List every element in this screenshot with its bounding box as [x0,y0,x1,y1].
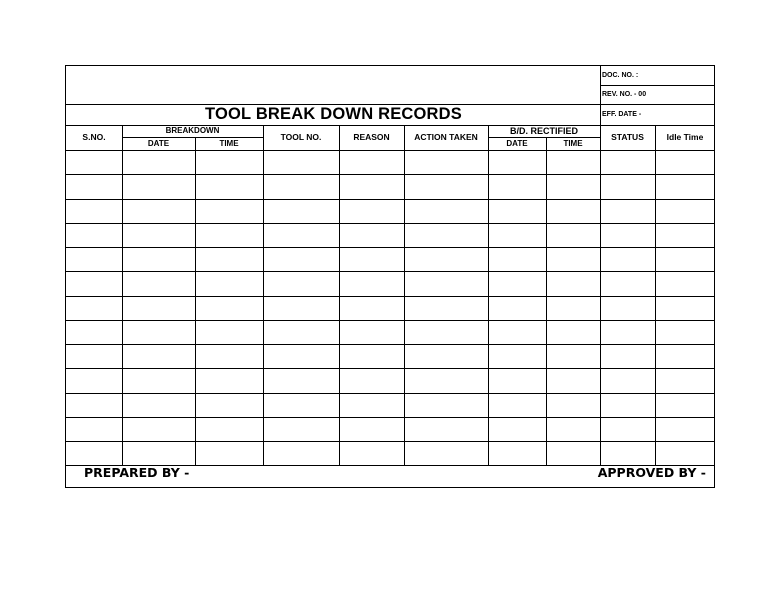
table-cell [195,199,263,223]
table-cell [404,417,488,441]
table-cell [339,296,404,320]
table-cell [546,393,600,417]
table-cell [600,417,655,441]
table-cell [66,199,122,223]
header-idle-time: Idle Time [666,132,704,143]
table-cell [66,441,122,465]
table-cell [488,199,546,223]
table-cell [546,271,600,295]
table-cell [600,271,655,295]
prepared-by-label: PREPARED BY - [84,464,190,480]
table-cell [66,223,122,247]
table-cell [655,368,715,392]
table-cell [195,417,263,441]
table-cell [263,150,339,174]
table-cell [263,174,339,198]
table-cell [546,344,600,368]
table-cell [488,223,546,247]
table-cell [546,199,600,223]
doc-no-label: DOC. NO. : [602,72,639,79]
table-cell [546,150,600,174]
table-cell [339,368,404,392]
table-cell [546,223,600,247]
table-cell [339,271,404,295]
table-cell [488,271,546,295]
table-cell [122,320,195,344]
header-breakdown: BREAKDOWN [165,126,220,135]
table-cell [488,296,546,320]
table-cell [263,441,339,465]
table-cell [195,368,263,392]
table-cell [655,417,715,441]
table-cell [263,223,339,247]
table-cell [66,150,122,174]
table-cell [66,320,122,344]
header-sno: S.NO. [82,132,106,143]
table-cell [655,441,715,465]
table-cell [546,417,600,441]
table-cell [339,320,404,344]
header-breakdown-date: DATE [147,138,170,148]
header-bd-rectified: B/D. RECTIFIED [509,125,578,136]
table-cell [404,296,488,320]
table-cell [122,393,195,417]
table-cell [600,441,655,465]
table-cell [655,393,715,417]
table-cell [488,441,546,465]
table-cell [655,174,715,198]
table-cell [655,271,715,295]
table-cell [546,441,600,465]
table-cell [122,271,195,295]
table-cell [339,393,404,417]
table-cell [339,344,404,368]
table-cell [339,199,404,223]
table-cell [404,174,488,198]
table-cell [66,393,122,417]
table-cell [488,393,546,417]
table-cell [655,320,715,344]
table-cell [488,344,546,368]
table-cell [600,199,655,223]
table-cell [546,174,600,198]
table-cell [195,441,263,465]
table-cell [404,199,488,223]
table-cell [122,368,195,392]
table-cell [546,247,600,271]
table-cell [66,174,122,198]
table-cell [600,174,655,198]
table-cell [122,174,195,198]
table-cell [655,150,715,174]
table-cell [600,344,655,368]
header-rectified-time: TIME [563,138,583,148]
table-cell [263,247,339,271]
table-cell [195,271,263,295]
table-cell [263,368,339,392]
table-cell [404,223,488,247]
table-cell [263,344,339,368]
table-cell [546,320,600,344]
table-cell [195,320,263,344]
table-cell [404,150,488,174]
table-cell [339,247,404,271]
table-cell [488,174,546,198]
table-cell [66,247,122,271]
table-cell [263,271,339,295]
table-cell [122,247,195,271]
table-cell [195,150,263,174]
eff-date-label: EFF. DATE - [602,111,642,118]
table-cell [195,174,263,198]
table-cell [600,223,655,247]
header-breakdown-time: TIME [219,138,239,148]
table-cell [339,417,404,441]
table-cell [66,296,122,320]
table-cell [600,368,655,392]
record-sheet [65,65,715,488]
table-cell [339,150,404,174]
table-cell [122,223,195,247]
table-cell [339,223,404,247]
table-cell [339,174,404,198]
table-cell [195,344,263,368]
table-cell [122,417,195,441]
table-cell [655,199,715,223]
table-cell [546,368,600,392]
table-cell [404,441,488,465]
table-cell [66,368,122,392]
table-cell [195,223,263,247]
table-cell [546,296,600,320]
table-cell [263,199,339,223]
page-title: TOOL BREAK DOWN RECORDS [205,105,462,124]
table-cell [404,247,488,271]
table-cell [404,271,488,295]
table-cell [66,417,122,441]
rev-no-label: REV. NO. - 00 [602,91,647,98]
header-tool-no: TOOL NO. [280,132,322,143]
table-cell [122,441,195,465]
table-cell [122,199,195,223]
table-cell [195,296,263,320]
table-cell [66,344,122,368]
table-cell [66,271,122,295]
table-cell [263,296,339,320]
table-cell [263,320,339,344]
table-cell [600,296,655,320]
table-cell [488,247,546,271]
table-cell [655,344,715,368]
table-cell [122,150,195,174]
header-status: STATUS [611,132,644,143]
header-rectified-date: DATE [506,138,528,148]
table-cell [488,368,546,392]
table-cell [404,393,488,417]
table-cell [600,247,655,271]
table-cell [339,441,404,465]
table-cell [404,368,488,392]
table-cell [488,417,546,441]
table-cell [404,344,488,368]
table-cell [404,320,488,344]
table-cell [600,320,655,344]
table-cell [263,393,339,417]
table-cell [122,296,195,320]
table-cell [195,393,263,417]
table-cell [600,393,655,417]
table-cell [655,296,715,320]
table-cell [488,320,546,344]
table-cell [122,344,195,368]
approved-by-label: APPROVED BY - [597,464,706,480]
table-cell [195,247,263,271]
table-cell [488,150,546,174]
header-action-taken: ACTION TAKEN [414,132,478,143]
table-cell [655,223,715,247]
table-cell [600,150,655,174]
table-cell [263,417,339,441]
table-cell [655,247,715,271]
header-reason: REASON [353,132,390,143]
